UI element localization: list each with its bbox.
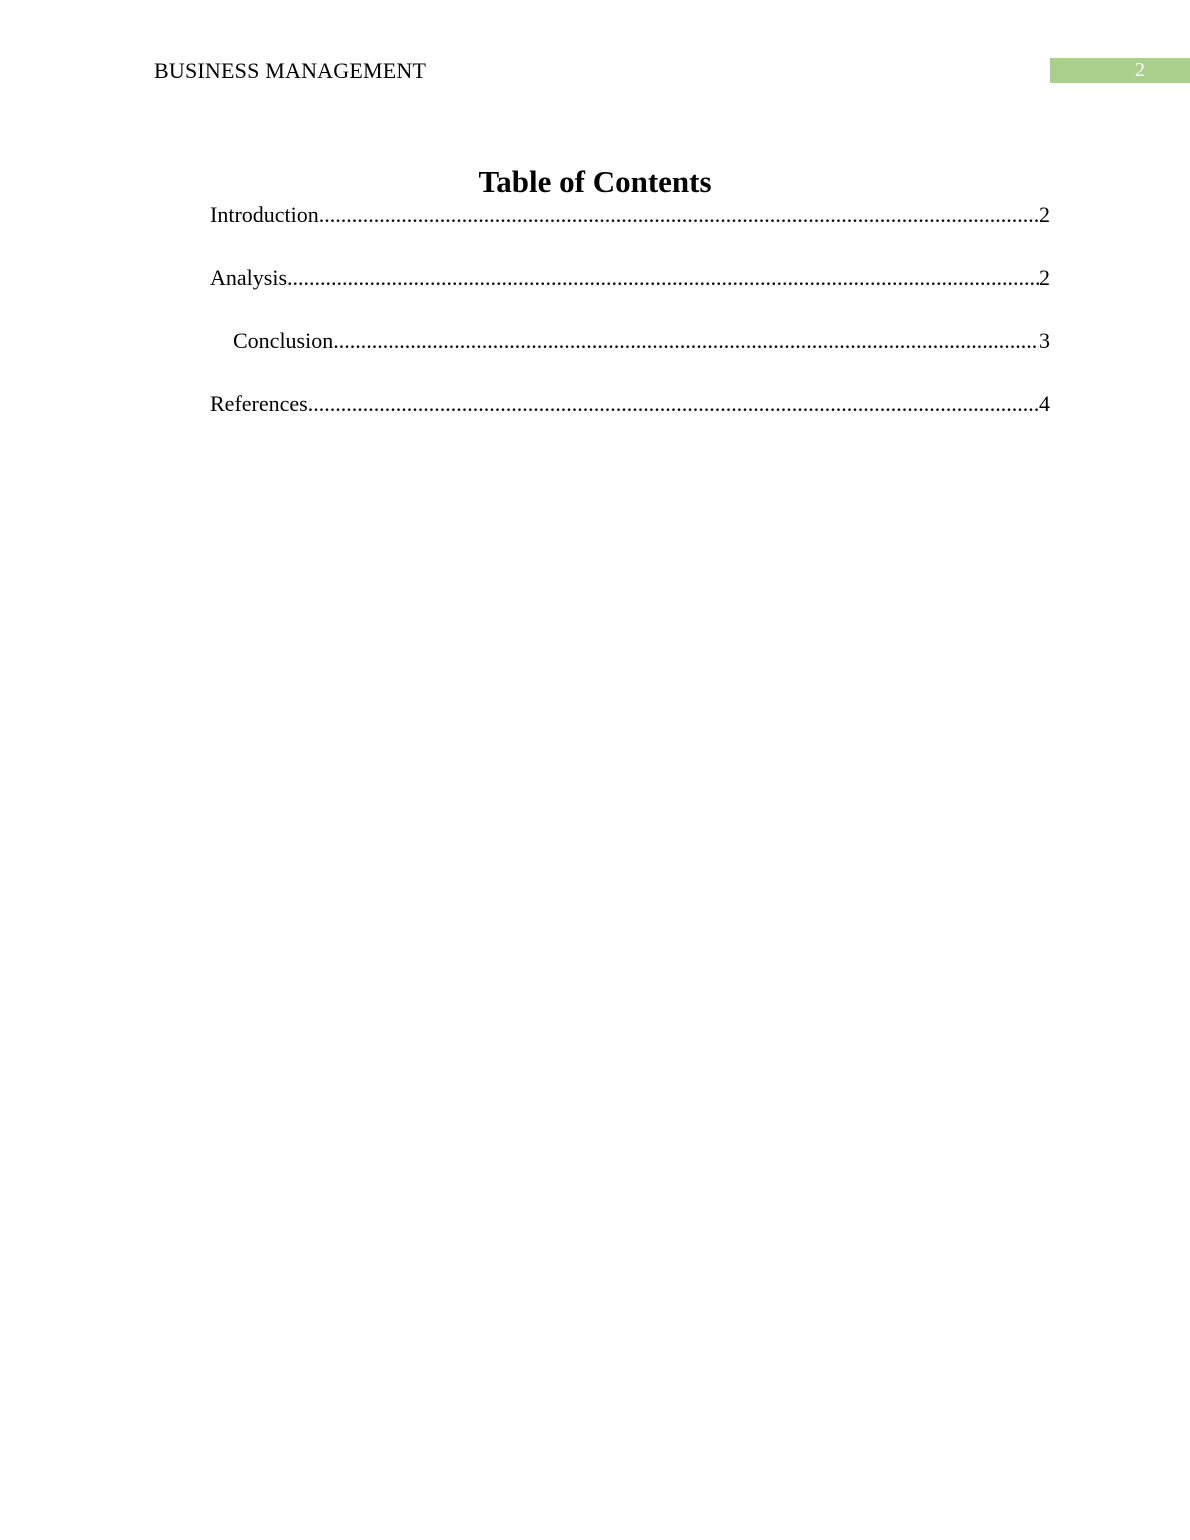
toc-entry-references[interactable] <box>210 389 1050 452</box>
page-number-box <box>1050 58 1190 83</box>
toc-entry-page: 2 <box>1039 202 1050 227</box>
toc-entry-page: 2 <box>1039 265 1050 290</box>
toc-entry-label: Analysis <box>210 265 287 290</box>
toc-entry-analysis[interactable] <box>210 263 1050 326</box>
toc-entry-label: References <box>210 391 308 416</box>
toc-entry-page: 4 <box>1039 391 1050 416</box>
running-header-title: BUSINESS MANAGEMENT <box>154 58 427 83</box>
toc-entry-label: Conclusion <box>233 328 334 353</box>
toc-entry-page: 3 <box>1039 328 1050 353</box>
table-of-contents <box>210 200 1050 452</box>
toc-entry-label: Introduction <box>210 202 319 227</box>
toc-entry-conclusion[interactable] <box>210 326 1050 389</box>
toc-dot-leader <box>287 263 1039 293</box>
toc-dot-leader <box>319 200 1039 230</box>
toc-entry-introduction[interactable] <box>210 200 1050 263</box>
toc-dot-leader <box>333 326 1039 356</box>
toc-heading: Table of Contents <box>478 164 712 199</box>
toc-dot-leader <box>308 389 1039 419</box>
page-number: 2 <box>1135 59 1145 81</box>
